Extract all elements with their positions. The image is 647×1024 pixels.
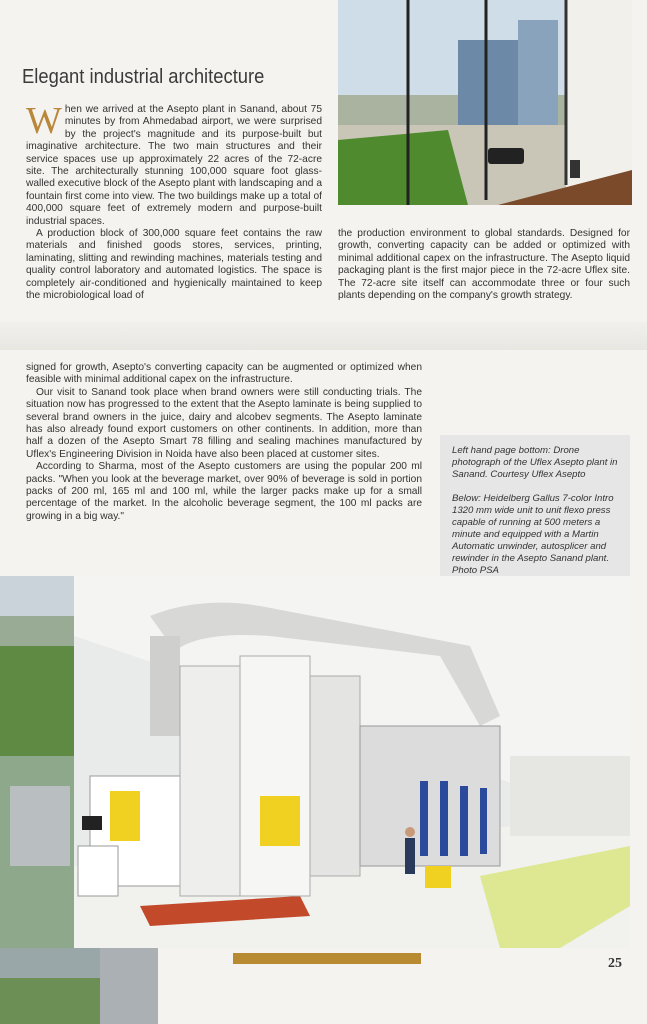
article-paragraph: When we arrived at the Asepto plant in Sanand, about 75 minutes by from Ahmedabad airport, we were surprised by the project's magnitude and its purpose-built but imaginative architecture. The two main structures and their service spaces use up approximately 22 acres of the 72-acre site. The architecturally stunning 100,000 square foot glass-walled executive block of the Asepto plant with landscaping and a fountain first come into view. The two buildings make up a total of 400,000 square feet of extremely modern and purpose-built industrial spaces.: [26, 100, 322, 227]
press-floor-photo: [0, 576, 630, 948]
article-paragraph: A production block of 300,000 square feet contains the raw materials and finished goods stores, services, printing, laminating, slitting and rewinding machines, materials testing and quality control laboratory and automated logistics. The space is completely air-conditioned and hygienically maintained to keep the microbiological load of: [26, 228, 322, 302]
article-column-2: [338, 228, 630, 302]
article-body-lower: [26, 362, 422, 523]
caption-paragraph: Below: Heidelberg Gallus 7-color Intro 1320 mm wide unit to unit flexo press capable of running at 500 meters a minute and equipped with a Martin Automatic unwinder, autosplicer and rewinder in the Asepto Sanand plant. Photo PSA: [452, 493, 614, 576]
footer-accent-bar: [233, 953, 421, 964]
caption-paragraph: Left hand page bottom: Drone photograph of the Uflex Asepto plant in Sanand. Courtesy Uflex Asepto: [452, 445, 618, 480]
article-title: Elegant industrial architecture: [22, 66, 265, 88]
aerial-strip-photo: [0, 948, 158, 1024]
article-paragraph: the production environment to global standards. Designed for growth, converting capacity can be added or optimized with minimal additional capex on the infrastructure. The Asepto liquid packaging plant is the first major piece in the 72-acre Uflex site. The 72-acre site itself can accommodate three or four such plants depending on the company's growth strategy.: [338, 228, 630, 302]
executive-block-photo: [338, 0, 632, 205]
photo-caption-box: [440, 435, 630, 595]
article-paragraph: Our visit to Sanand took place when brand owners were still conducting trials. The situation now has progressed to the extent that the Asepto laminate is being supplied to several brand owners in the juice, dairy and alcobev segments. The Asepto laminate has also already found export customers on other continents. In addition, more than half a dozen of the Asepto Smart 78 filling and sealing machines manufactured by Uflex's Engineering Division in Noida have also been placed at customer sites.: [26, 386, 422, 460]
article-paragraph: According to Sharma, most of the Asepto customers are using the popular 200 ml packs. "When you look at the beverage market, over 90% of beverage is sold in portion packs of 200 ml, 165 ml and 100 ml, while the larger packs make up for a small percentage of the market. In the alcoholic beverage segment, the 100 ml packs are growing in a big way.": [26, 461, 422, 522]
article-column-1: [26, 100, 322, 303]
drop-cap: W: [26, 100, 62, 142]
page-fold-divider: [0, 322, 647, 350]
article-paragraph: signed for growth, Asepto's converting capacity can be augmented or optimized when feasible with minimal additional capex on the infrastructure.: [26, 362, 422, 386]
page-number: 25: [608, 956, 622, 971]
